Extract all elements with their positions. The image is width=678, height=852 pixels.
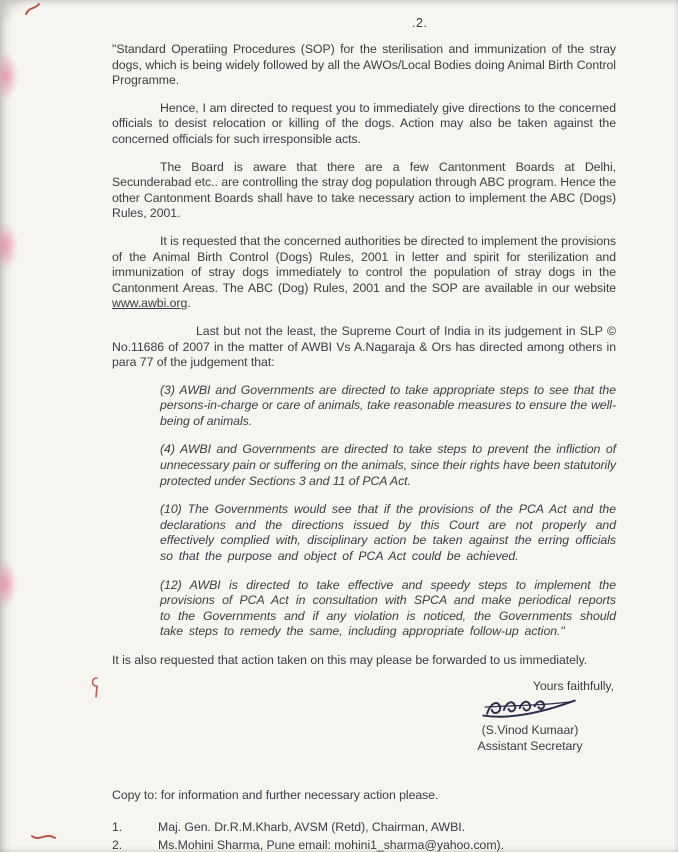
- email-text: mohini1_sharma@yahoo.com: [334, 837, 497, 852]
- copy-to-block: [112, 788, 616, 852]
- paragraph-supreme-court: Last but not the least, the Supreme Court of India in its judgement in SLP © No.11686 of 2007 in the matter of AWBI Vs A.Nagaraja & Ors has directed among others in para 77 of the judgement that:: [112, 323, 616, 370]
- valediction: Yours faithfully,: [532, 678, 614, 693]
- signature-wrap: [444, 695, 616, 723]
- judgement-quote-para-4: (4) AWBI and Governments are directed to take steps to prevent the infliction of unnecessary pain or suffering on the animals, since their rights have been statutorily protected under Sections 3 and 11 of PCA Act.: [160, 442, 616, 488]
- pink-highlight-mark-middle: [0, 222, 18, 270]
- copy-item-number: 2.: [112, 837, 123, 852]
- scan-corner-fold: [0, 0, 26, 20]
- copy-item-text: Maj. Gen. Dr.R.M.Kharb, AVSM (Retd), Chairman, AWBI.: [158, 819, 465, 834]
- red-pen-mark-bottom-left: [30, 830, 58, 844]
- copy-to-item-2: [112, 838, 616, 852]
- paragraph-sop: "Standard Operatiing Procedures (SOP) for the sterilisation and immunization of the stray dogs, which is being widely followed by all the AWOs/Local Bodies doing Animal Birth Control Programme.: [112, 42, 616, 88]
- paragraph-abc-rules-text: It is requested that the concerned authorities be directed to implement the provisions of the Animal Birth Control (Dogs) Rules, 2001 in letter and spirit for sterilization and immunization of stray dogs immediately to control the population of stray dogs in the Cantonment Areas. The ABC (Dog) Rules, 2001 and the SOP are available in our website: [112, 233, 616, 295]
- closing-block: [444, 679, 616, 755]
- awbi-website-link[interactable]: www.awbi.org: [112, 296, 188, 311]
- paragraph-abc-rules-request: [112, 234, 616, 312]
- paragraph-abc-rules-period: .: [187, 296, 191, 311]
- copy-to-heading: Copy to: for information and further necessary action please.: [112, 788, 439, 803]
- copy-item-text-after-email: ).: [496, 837, 504, 852]
- pink-highlight-mark-top: [0, 52, 18, 100]
- signatory-name: (S.Vinod Kumaar): [481, 723, 579, 738]
- judgement-quote-para-10: (10) The Governments would see that if the provisions of the PCA Act and the declarations and the directions issued by this Court are not properly and effectively complied with, disciplinary action be taken against the erring officials so that the purpose and object of PCA Act could be achieved.: [160, 502, 616, 564]
- copy-to-item-1: [112, 820, 616, 836]
- pink-highlight-mark-lower: [0, 560, 17, 608]
- red-pen-margin-mark: [88, 676, 102, 700]
- signature-scribble: [478, 695, 582, 723]
- copy-item-text: [158, 838, 504, 852]
- copy-item-text-before-email: Ms.Mohini Sharma, Pune email:: [158, 837, 335, 852]
- paragraph-hence-directive: Hence, I am directed to request you to immediately give directions to the concerned officials to desist relocation or killing of the dogs. Action may also be taken against the concerned officials for such irresponsible acts.: [112, 100, 616, 146]
- action-taken-request: It is also requested that action taken on this may please be forwarded to us immediately.: [112, 653, 588, 667]
- copy-item-number: 1.: [112, 819, 123, 834]
- judgement-quote-para-3: (3) AWBI and Governments are directed to take appropriate steps to see that the persons-in-charge or care of animals, take reasonable measures to ensure the well-being of animals.: [160, 382, 616, 428]
- signatory-title: Assistant Secretary: [477, 738, 583, 753]
- judgement-quote-para-12: (12) AWBI is directed to take effective and speedy steps to implement the provisions of PCA Act in consultation with SPCA and make periodical reports to the Governments and if any violation is noticed, the Governments should take steps to remedy the same, including appropriate follow-up action.": [160, 577, 616, 639]
- page-number: .2.: [412, 16, 428, 30]
- paragraph-cantonment-boards: The Board is aware that there are a few Cantonment Boards at Delhi, Secunderabad etc.. are controlling the stray dog population through ABC program. Hence the other Cantonment Boards shall have to take necessary action to implement the ABC (Dogs) Rules, 2001.: [112, 159, 616, 221]
- red-pen-mark-top-left: [24, 2, 42, 16]
- letter-body: [112, 42, 616, 852]
